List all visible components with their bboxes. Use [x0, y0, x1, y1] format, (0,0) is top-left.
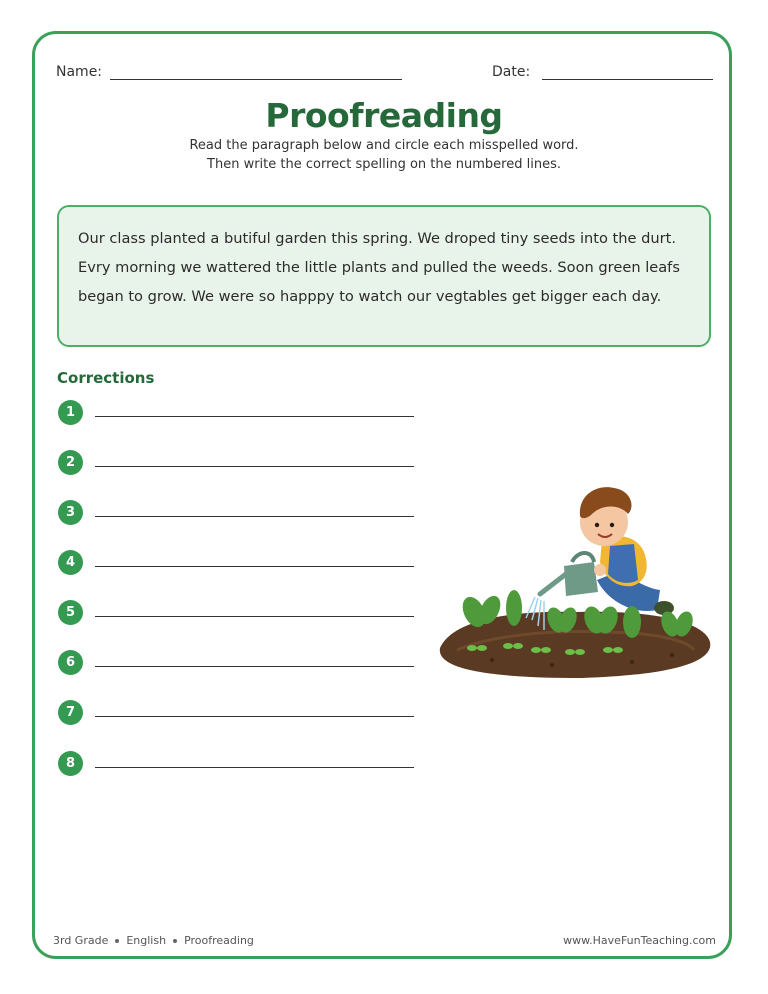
answer-line[interactable]	[95, 767, 414, 768]
date-label: Date:	[492, 64, 531, 80]
correction-row	[58, 600, 418, 626]
answer-line[interactable]	[95, 516, 414, 517]
instruction-line-1: Read the paragraph below and circle each misspelled word.	[189, 138, 579, 153]
name-field[interactable]	[110, 79, 402, 80]
paragraph-box	[57, 205, 711, 347]
correction-row	[58, 700, 418, 726]
footer-tag-subject: English	[126, 934, 167, 947]
correction-row	[58, 400, 418, 426]
answer-line[interactable]	[95, 666, 414, 667]
footer-tag-topic: Proofreading	[184, 934, 254, 947]
number-badge: 6	[58, 650, 83, 675]
correction-row	[58, 751, 418, 777]
answer-line[interactable]	[95, 416, 414, 417]
bullet-dot	[115, 939, 119, 943]
paragraph-text[interactable]: Our class planted a butiful garden this spring. We droped tiny seeds into the durt. Evry morning we wattered the little plants and pulled the weeds. Soon green leafs began to grow. We were so happpy to watch our vegtables get bigger each day.	[78, 230, 680, 305]
correction-row	[58, 450, 418, 476]
correction-row	[58, 500, 418, 526]
bullet-dot	[173, 939, 177, 943]
instruction-line-2: Then write the correct spelling on the numbered lines.	[207, 157, 561, 172]
answer-line[interactable]	[95, 466, 414, 467]
number-badge: 3	[58, 500, 83, 525]
number-badge: 2	[58, 450, 83, 475]
answer-line[interactable]	[95, 616, 414, 617]
footer-tag-grade: 3rd Grade	[53, 934, 109, 947]
number-badge: 4	[58, 550, 83, 575]
number-badge: 5	[58, 600, 83, 625]
answer-line[interactable]	[95, 566, 414, 567]
answer-line[interactable]	[95, 716, 414, 717]
name-label: Name:	[56, 64, 103, 80]
number-badge: 1	[58, 400, 83, 425]
footer-tags	[53, 934, 254, 947]
number-badge: 7	[58, 700, 83, 725]
correction-row	[58, 550, 418, 576]
correction-row	[58, 650, 418, 676]
number-badge: 8	[58, 751, 83, 776]
boy-watering-garden-illustration	[432, 470, 717, 690]
page-title: Proofreading	[265, 96, 503, 135]
footer-website-link[interactable]: www.HaveFunTeaching.com	[563, 934, 716, 947]
corrections-heading: Corrections	[57, 369, 155, 387]
date-field[interactable]	[542, 79, 713, 80]
